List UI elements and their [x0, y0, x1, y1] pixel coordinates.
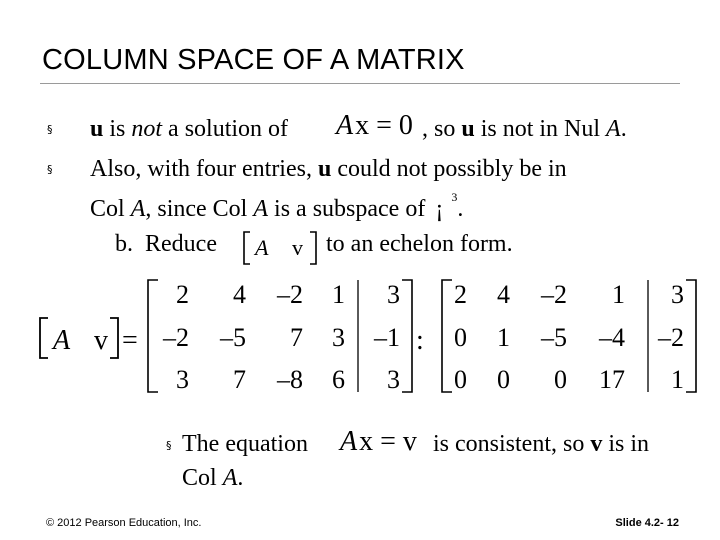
- text-span: is: [103, 116, 132, 142]
- bullet-square-icon: §: [47, 163, 53, 176]
- footer-copyright: © 2012 Pearson Education, Inc.: [46, 517, 202, 529]
- bullet-square-icon: §: [47, 123, 53, 136]
- matrix-left-cell: 3: [387, 280, 400, 309]
- text-span: , so: [422, 116, 462, 142]
- matrix-left-cell: –2: [163, 323, 189, 352]
- matrix-left-cells: [162, 280, 400, 394]
- matrix-right-cell: 2: [454, 280, 467, 309]
- math-A: A: [53, 325, 71, 356]
- step-b-tail: to an echelon form.: [326, 231, 513, 257]
- matrix-A: A: [130, 196, 146, 222]
- text-span: .: [620, 116, 627, 142]
- footer-slide-number: Slide 4.2- 12: [615, 517, 679, 529]
- math-v: v: [402, 426, 417, 457]
- equation-Ax-equals-v: [340, 426, 417, 458]
- math-A: A: [340, 426, 358, 457]
- math-zero: 0: [398, 110, 413, 141]
- bullet-2-line-1: [90, 154, 567, 184]
- equation-Ax-equals-0: [336, 110, 413, 142]
- matrix-right-cell: –2: [541, 280, 567, 309]
- matrix-left-cell: 3: [332, 323, 345, 352]
- matrix-left-cell: –5: [220, 323, 246, 352]
- left-bracket: [40, 318, 48, 358]
- math-x: x: [359, 426, 374, 457]
- matrix-right-cell: 17: [599, 365, 625, 394]
- matrix-left-cell: –2: [277, 280, 303, 309]
- real-space-exponent: 3: [451, 190, 458, 204]
- matrix-right-cell: –5: [541, 323, 567, 352]
- math-v: v: [292, 235, 303, 260]
- vector-u: u: [317, 156, 332, 182]
- text-span: b.: [115, 231, 133, 257]
- slide-title: COLUMN SPACE OF A MATRIX: [42, 44, 465, 76]
- text-span: .: [457, 196, 464, 222]
- math-A: A: [336, 110, 354, 141]
- matrix-right-cell: 1: [497, 323, 510, 352]
- consistency-text-line-2: [182, 463, 243, 493]
- matrix-right-cell: 0: [497, 365, 510, 394]
- matrix-right-cell: 0: [454, 365, 467, 394]
- matrix-right-cell: 0: [554, 365, 567, 394]
- consistency-text-pre: The equation: [182, 431, 308, 457]
- matrix-right-open-bracket: [442, 280, 452, 392]
- matrix-left-cell: 6: [332, 365, 345, 394]
- consistency-text-post: [433, 429, 649, 459]
- vector-u: u: [90, 116, 104, 142]
- matrix-right-cell: –4: [599, 323, 625, 352]
- text-span: .: [237, 465, 244, 491]
- math-A: A: [255, 235, 269, 260]
- matrix-right-cell: 0: [454, 323, 467, 352]
- matrix-left-cell: –8: [277, 365, 303, 394]
- matrix-right-cell: –2: [658, 323, 684, 352]
- bullet-square-icon: §: [166, 439, 172, 452]
- text-span: , since Col: [145, 196, 254, 222]
- matrix-left-cell: 3: [176, 365, 189, 394]
- math-equals: =: [376, 110, 392, 141]
- matrix-left-close-bracket: [402, 280, 412, 392]
- text-span: Col: [182, 465, 223, 491]
- bullet-2-line-2: [90, 188, 463, 224]
- right-bracket: [310, 232, 316, 264]
- text-span: Col: [90, 196, 131, 222]
- matrix-A: A: [222, 465, 238, 491]
- bullet-1-text: [90, 114, 288, 144]
- emphasis-not: not: [131, 116, 163, 142]
- math-v: v: [94, 325, 108, 356]
- left-bracket: [244, 232, 250, 264]
- matrix-right-close-bracket: [686, 280, 696, 392]
- text-span: Reduce: [145, 231, 217, 257]
- matrix-right-cells: [454, 280, 684, 394]
- matrix-right-cell: 1: [612, 280, 625, 309]
- vector-u: u: [461, 116, 475, 142]
- matrix-right-cell: 4: [497, 280, 510, 309]
- bullet-1-tail: [422, 114, 627, 144]
- matrix-left-open-bracket: [148, 280, 158, 392]
- augmented-matrix-inline: [240, 228, 324, 268]
- matrix-left-cell: –1: [374, 323, 400, 352]
- matrix-right-cell: 3: [671, 280, 684, 309]
- matrix-left-cell: 4: [233, 280, 246, 309]
- matrix-left-cell: 3: [387, 365, 400, 394]
- text-span: is a subspace of: [268, 196, 432, 222]
- matrix-left-cell: 7: [290, 323, 303, 352]
- text-span: is in: [602, 431, 650, 457]
- vector-v: v: [590, 431, 603, 457]
- matrix-left-cell: 2: [176, 280, 189, 309]
- matrix-right-cell: 1: [671, 365, 684, 394]
- row-reduction-display: [0, 270, 720, 410]
- step-b-label: [115, 229, 217, 259]
- text-span: Also, with four entries,: [90, 156, 318, 182]
- text-span: is consistent, so: [433, 431, 591, 457]
- title-divider: [40, 83, 680, 84]
- right-bracket: [110, 318, 118, 358]
- equals-sign: =: [122, 325, 138, 356]
- real-space-symbol: ¡: [435, 196, 444, 222]
- matrix-left-cell: 7: [233, 365, 246, 394]
- math-x: x: [355, 110, 370, 141]
- matrix-A: A: [253, 196, 269, 222]
- text-span: is not in Nul: [474, 116, 607, 142]
- text-span: could not possibly be in: [331, 156, 567, 182]
- row-equivalent-symbol: :: [416, 325, 424, 356]
- matrix-A: A: [606, 116, 621, 142]
- text-span: a solution of: [162, 116, 289, 142]
- matrix-left-cell: 1: [332, 280, 345, 309]
- math-equals: =: [380, 426, 396, 457]
